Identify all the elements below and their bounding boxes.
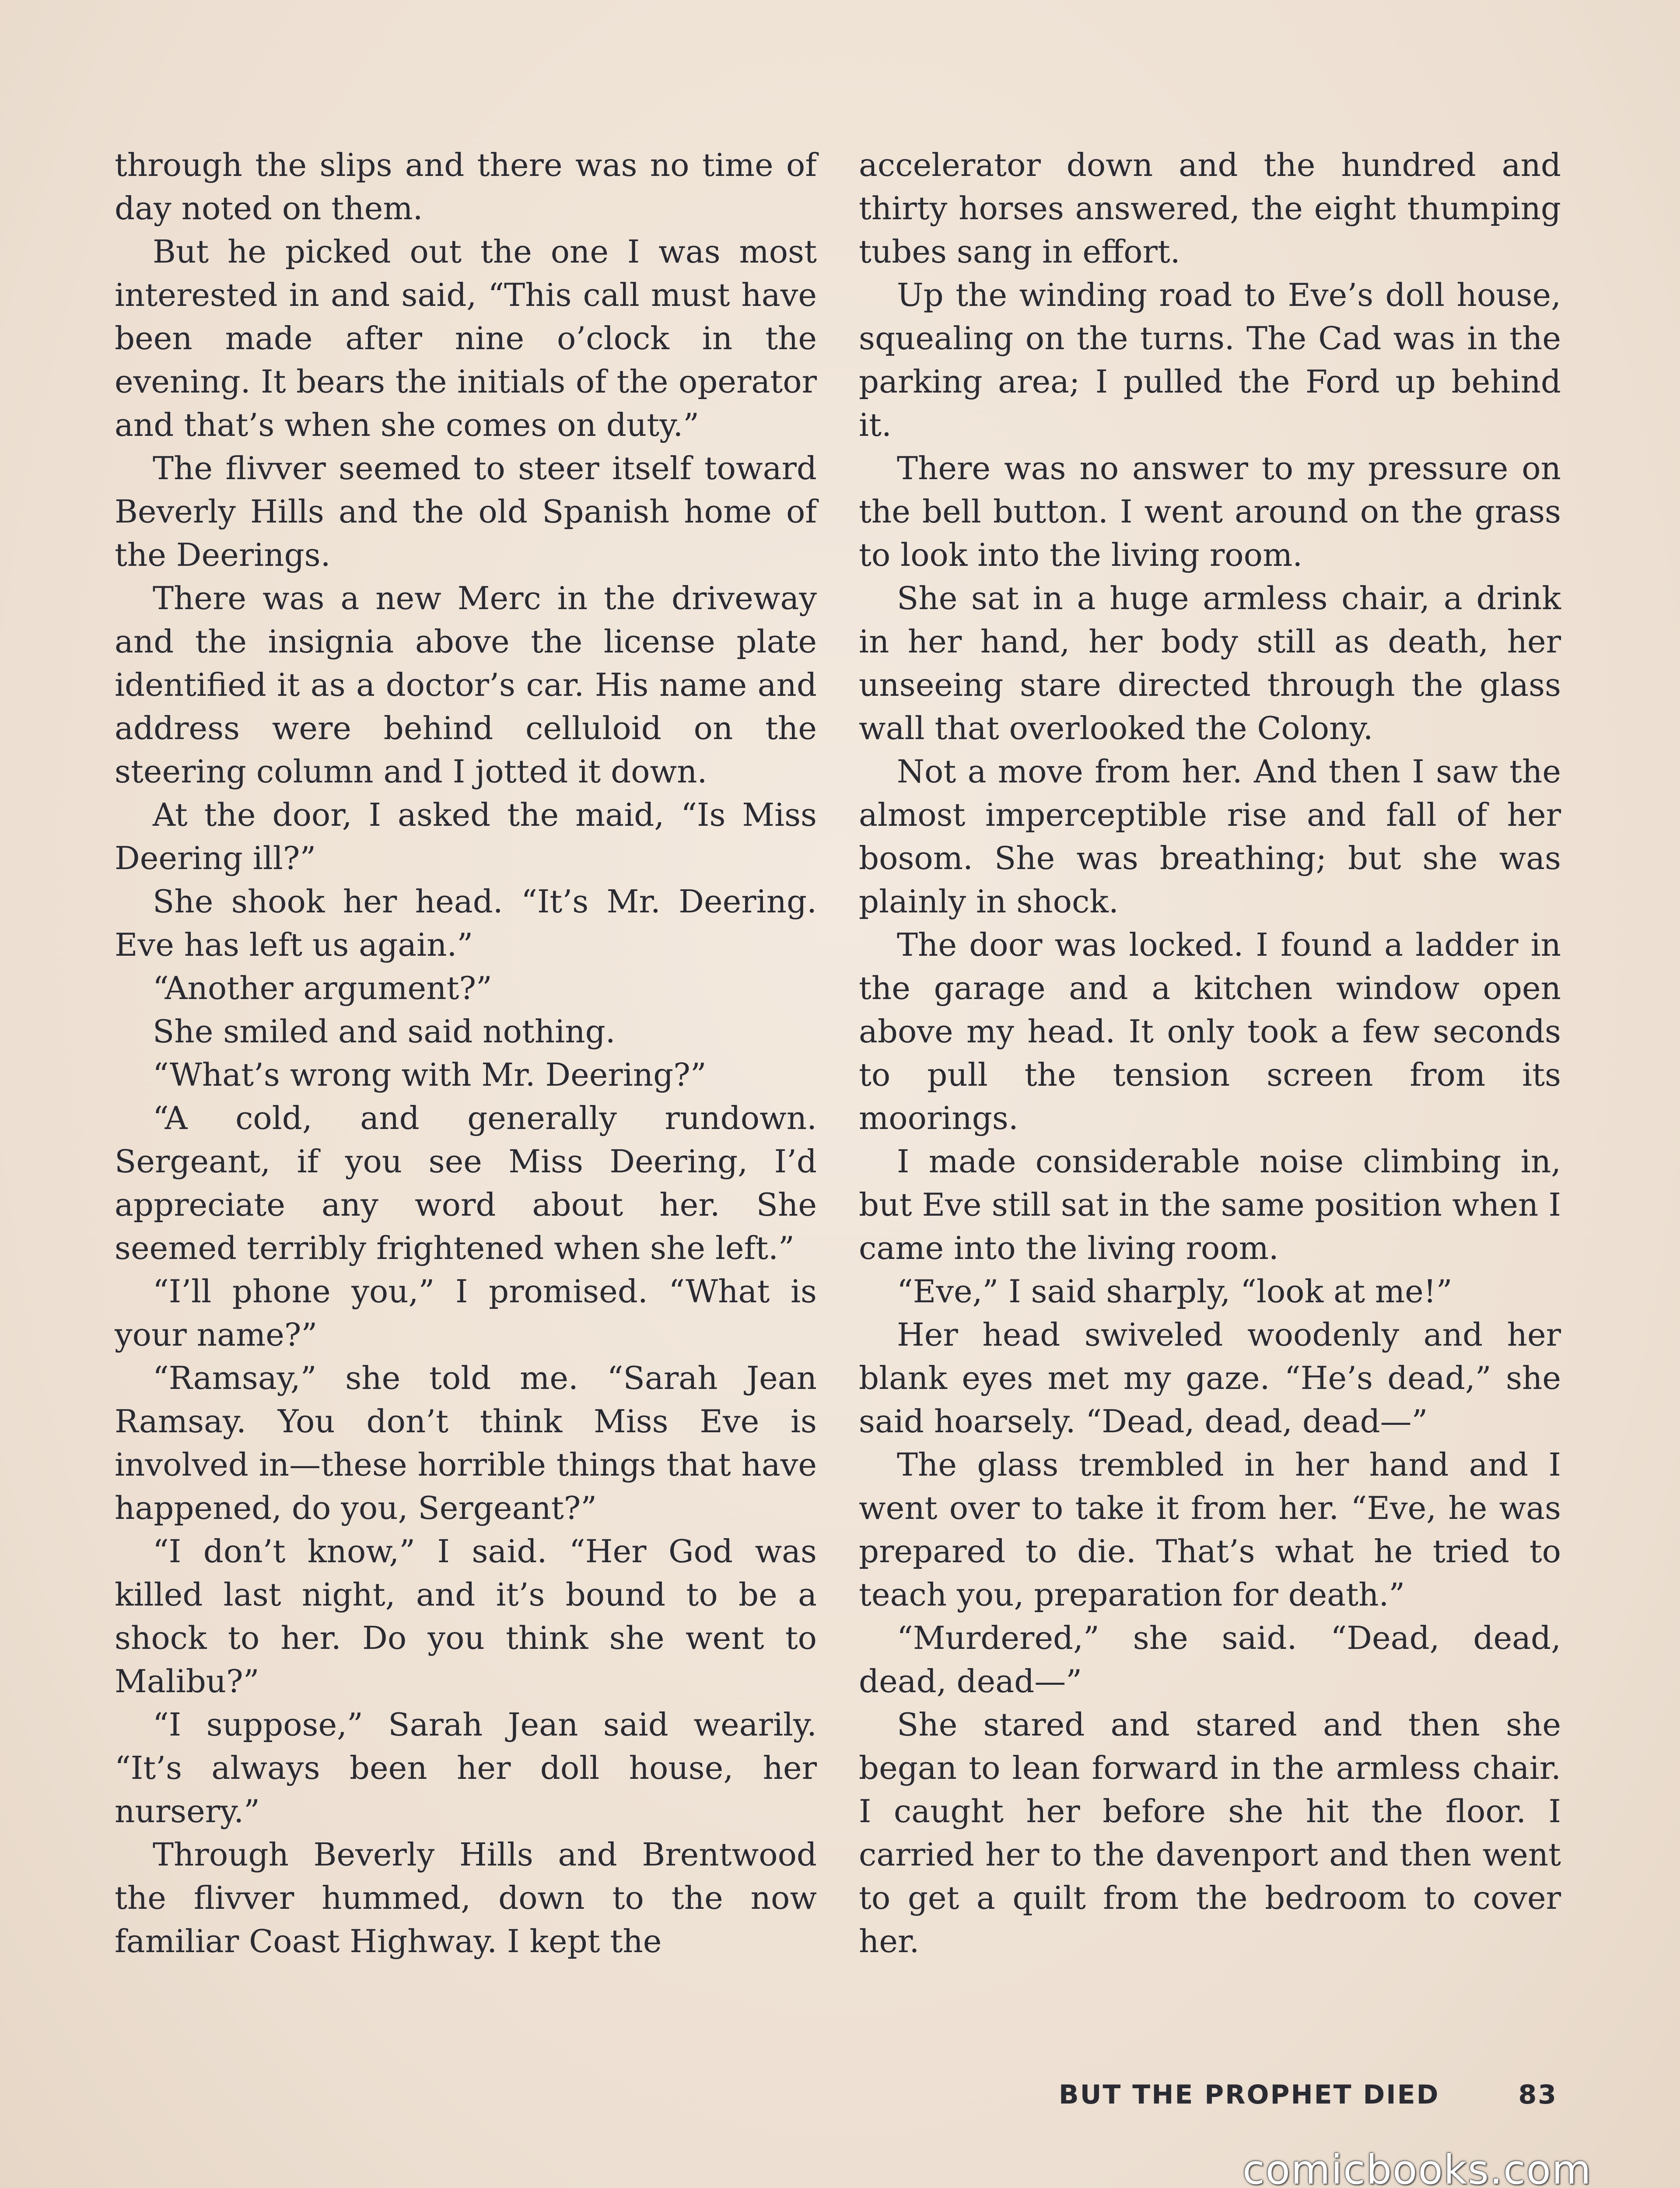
paragraph: “Another argument?” (153, 970, 492, 1006)
paragraph: I made considerable noise climbing in, but Eve still sat in the same position when I came into the living room. (859, 1143, 1561, 1266)
paragraph: Through Beverly Hills and Brentwood the flivver hummed, down to the now familiar Coast Highway. I kept the (115, 1836, 817, 1960)
paragraph: But he picked out the one I was most interested in and said, “This call must have been made after nine o’clock in the evening. It bears the initials of the operator and that’s when she comes on duty.” (115, 233, 817, 443)
paragraph: “Murdered,” she said. “Dead, dead, dead, dead—” (859, 1620, 1561, 1700)
paragraph: “I don’t know,” I said. “Her God was killed last night, and it’s bound to be a shock to her. Do you think she went to Malibu?” (115, 1533, 817, 1700)
paragraph: accelerator down and the hundred and thirty horses answered, the eight thumping tubes sang in effort. (859, 147, 1561, 270)
paragraph: She stared and stared and then she began to lean forward in the armless chair. I caught her before she hit the floor. I carried her to the davenport and then went to get a quilt from the bedroom to cover her. (859, 1706, 1561, 1960)
paragraph: At the door, I asked the maid, “Is Miss Deering ill?” (115, 796, 817, 877)
paragraph: “I suppose,” Sarah Jean said wearily. “It’s always been her doll house, her nursery.” (115, 1706, 817, 1830)
paragraph: She sat in a huge armless chair, a drink in her hand, her body still as death, her unseeing stare directed through the glass wall that overlooked the Colony. (859, 580, 1561, 747)
left-text-column (115, 144, 817, 1963)
paragraph: “Eve,” I said sharply, “look at me!” (897, 1273, 1452, 1310)
paragraph: The glass trembled in her hand and I went over to take it from her. “Eve, he was prepared to die. That’s what he tried to teach you, preparation for death.” (859, 1446, 1561, 1613)
paragraph: The door was locked. I found a ladder in the garage and a kitchen window open above my head. It only took a few seconds to pull the tension screen from its moorings. (859, 926, 1561, 1136)
running-title: BUT THE PROPHET DIED (1059, 2079, 1440, 2110)
paragraph: The flivver seemed to steer itself toward Beverly Hills and the old Spanish home of the Deerings. (115, 450, 817, 573)
paragraph: She smiled and said nothing. (153, 1013, 616, 1050)
right-text-column (859, 144, 1561, 1963)
watermark-logo: comicbooks.com (1242, 2146, 1592, 2188)
paragraph: There was a new Merc in the driveway and the insignia above the license plate identified it as a doctor’s car. His name and address were behind celluloid on the steering column and I jotted it down. (115, 580, 817, 790)
paragraph: She shook her head. “It’s Mr. Deering. Eve has left us again.” (115, 883, 817, 963)
paragraph: There was no answer to my pressure on the bell button. I went around on the grass to look into the living room. (859, 450, 1561, 573)
page-number: 83 (1518, 2079, 1558, 2110)
paragraph: “A cold, and generally rundown. Sergeant, if you see Miss Deering, I’d appreciate any word about her. She seemed terribly frightened when she left.” (115, 1100, 817, 1266)
paragraph: “I’ll phone you,” I promised. “What is your name?” (115, 1273, 817, 1353)
paragraph: “Ramsay,” she told me. “Sarah Jean Ramsay. You don’t think Miss Eve is involved in—these horrible things that have happened, do you, Sergeant?” (115, 1360, 817, 1526)
paragraph: “What’s wrong with Mr. Deering?” (153, 1056, 707, 1093)
paragraph: Not a move from her. And then I saw the almost imperceptible rise and fall of her bosom. She was breathing; but she was plainly in shock. (859, 753, 1561, 920)
paragraph: Her head swiveled woodenly and her blank eyes met my gaze. “He’s dead,” she said hoarsely. “Dead, dead, dead—” (859, 1316, 1561, 1440)
paragraph: Up the winding road to Eve’s doll house, squealing on the turns. The Cad was in the parking area; I pulled the Ford up behind it. (859, 277, 1561, 443)
paragraph: through the slips and there was no time of day noted on them. (115, 147, 817, 227)
